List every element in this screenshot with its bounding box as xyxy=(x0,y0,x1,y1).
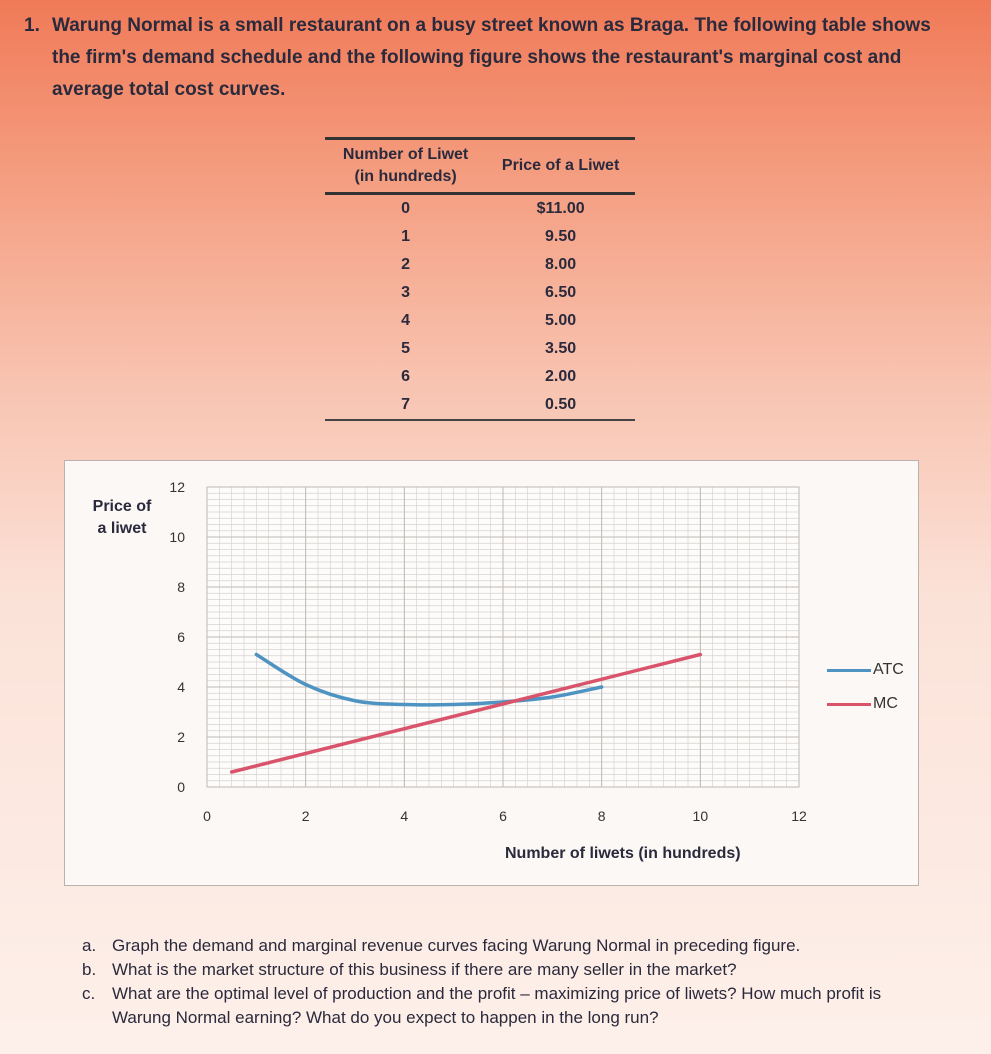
x-tick-label: 6 xyxy=(499,808,507,824)
legend-item-mc xyxy=(827,687,904,721)
cell-quantity: 3 xyxy=(401,284,411,301)
cell-quantity: 7 xyxy=(325,391,486,420)
cell-price: 0.50 xyxy=(486,391,635,420)
y-tick-label: 2 xyxy=(177,729,185,745)
cell-price: 9.50 xyxy=(545,228,577,245)
x-tick-label: 0 xyxy=(203,808,211,824)
chart-plot xyxy=(65,461,918,885)
sub-question-a xyxy=(82,934,942,958)
table-header-row xyxy=(325,139,635,194)
cell-price: 6.50 xyxy=(545,284,577,301)
legend-item-atc xyxy=(827,653,904,687)
cell-quantity: 4 xyxy=(401,312,411,329)
legend-label: MC xyxy=(873,695,898,712)
cost-curves-chart xyxy=(64,460,919,886)
sub-question-letter: c. xyxy=(82,984,96,1003)
table-header-quantity: Number of Liwet (in hundreds) xyxy=(325,139,486,194)
x-tick-label: 12 xyxy=(791,808,807,824)
y-tick-label: 12 xyxy=(169,479,185,495)
question-text xyxy=(24,10,964,106)
y-tick-label: 4 xyxy=(177,679,185,695)
cell-quantity: 2 xyxy=(401,256,411,273)
legend-label: ATC xyxy=(873,661,904,678)
y-tick-label: 0 xyxy=(177,779,185,795)
sub-question-b xyxy=(82,958,942,982)
question-body: Warung Normal is a small restaurant on a busy street known as Braga. The following table shows the firm's demand schedule and the following figure shows the restaurant's marginal cost and average total cost curves. xyxy=(52,15,931,100)
legend-swatch xyxy=(827,703,871,706)
x-tick-label: 8 xyxy=(597,808,606,824)
sub-question-c xyxy=(82,982,942,1030)
table-row xyxy=(325,335,635,363)
table-row xyxy=(325,279,635,307)
table-header-price: Price of a Liwet xyxy=(486,139,635,194)
y-tick-label: 6 xyxy=(177,629,185,645)
y-tick-label: 10 xyxy=(169,529,185,545)
question-number: 1. xyxy=(24,15,40,36)
cell-price: $11.00 xyxy=(536,200,585,217)
sub-question-letter: a. xyxy=(82,936,97,955)
sub-question-text: What is the market structure of this business if there are many seller in the market? xyxy=(112,960,737,979)
y-axis-label: Price of a liwet xyxy=(92,498,152,537)
table-row xyxy=(325,194,635,224)
cell-price: 2.00 xyxy=(545,368,577,385)
legend-swatch xyxy=(827,669,871,672)
table-row xyxy=(325,223,635,251)
cell-price: 3.50 xyxy=(545,340,577,357)
sub-question-letter: b. xyxy=(82,960,97,979)
sub-questions xyxy=(82,934,942,1030)
chart-legend xyxy=(827,653,904,721)
cell-price: 8.00 xyxy=(545,256,577,273)
cell-quantity: 6 xyxy=(401,368,411,385)
y-tick-label: 8 xyxy=(177,579,185,595)
sub-question-text: What are the optimal level of production and the profit – maximizing price of liwets? How much profit is Warung Normal earning? What do you expect to happen in the long run? xyxy=(112,984,882,1027)
x-tick-label: 4 xyxy=(400,808,409,824)
x-tick-label: 2 xyxy=(301,808,310,824)
cell-quantity: 0 xyxy=(401,200,411,217)
table-row xyxy=(325,251,635,279)
table-row xyxy=(325,391,635,420)
cell-price: 5.00 xyxy=(545,312,577,329)
x-axis-label: Number of liwets (in hundreds) xyxy=(505,845,741,862)
table-row xyxy=(325,307,635,335)
x-tick-label: 10 xyxy=(692,808,709,824)
demand-schedule-table xyxy=(325,137,635,421)
cell-quantity: 1 xyxy=(401,228,411,245)
sub-question-text: Graph the demand and marginal revenue curves facing Warung Normal in preceding figure. xyxy=(112,936,801,955)
cell-quantity: 5 xyxy=(401,340,411,357)
table-row xyxy=(325,363,635,391)
